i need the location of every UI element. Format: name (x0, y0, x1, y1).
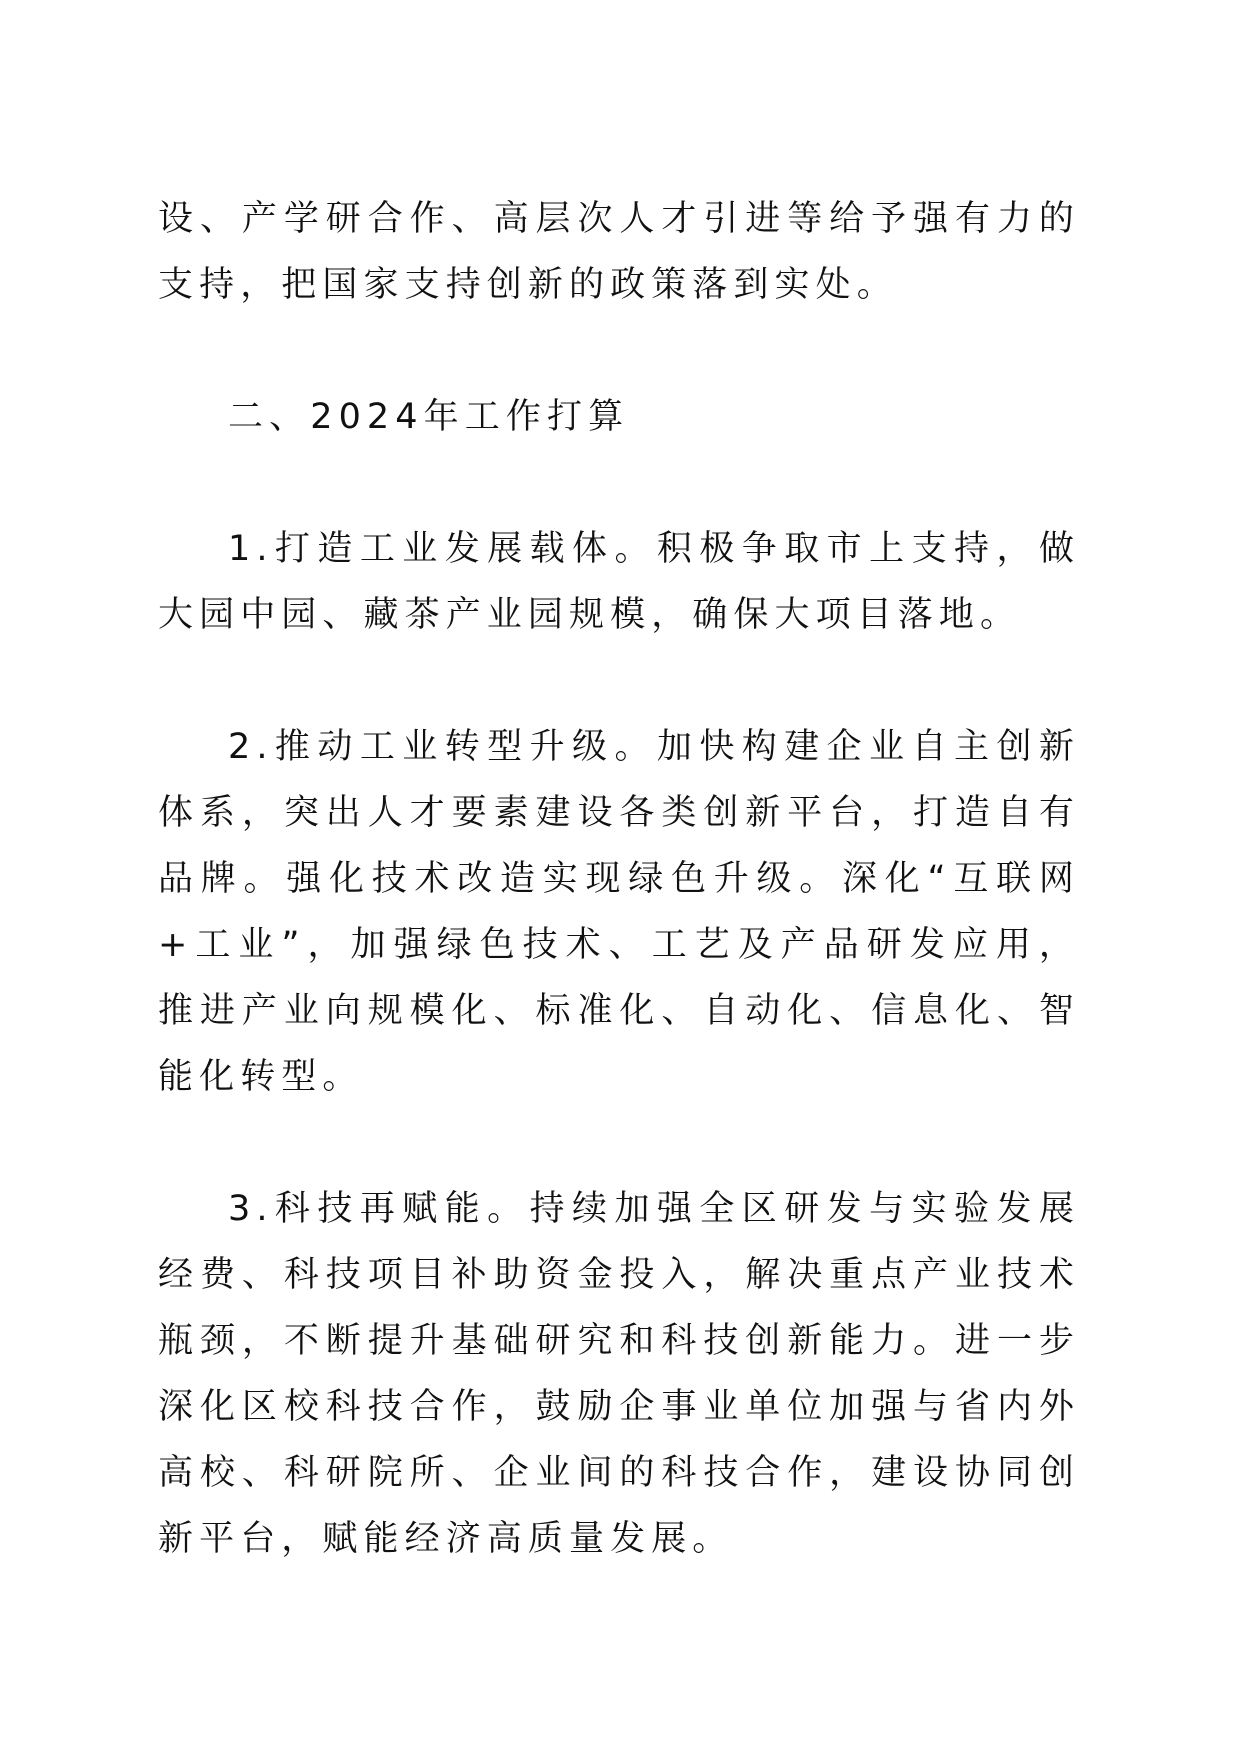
paragraph-item-3: 3.科技再赋能。持续加强全区研发与实验发展经费、科技项目补助资金投入，解决重点产业技术瓶颈，不断提升基础研究和科技创新能力。进一步深化区校科技合作，鼓励企事业单位加强与省内外高校、科研院所、企业间的科技合作，建设协同创新平台，赋能经济高质量发展。 (158, 1189, 1080, 1559)
section-heading: 二、2024年工作打算 (228, 397, 630, 437)
paragraph-continuation: 设、产学研合作、高层次人才引进等给予强有力的支持，把国家支持创新的政策落到实处。 (158, 199, 1080, 305)
paragraph-item-1: 1.打造工业发展载体。积极争取市上支持，做大园中园、藏茶产业园规模，确保大项目落地。 (158, 529, 1080, 635)
document-body (158, 186, 1080, 1572)
paragraph-item-2: 2.推动工业转型升级。加快构建企业自主创新体系，突出人才要素建设各类创新平台，打造自有品牌。强化技术改造实现绿色升级。深化“互联网+工业”，加强绿色技术、工艺及产品研发应用，推进产业向规模化、标准化、自动化、信息化、智能化转型。 (158, 727, 1080, 1097)
